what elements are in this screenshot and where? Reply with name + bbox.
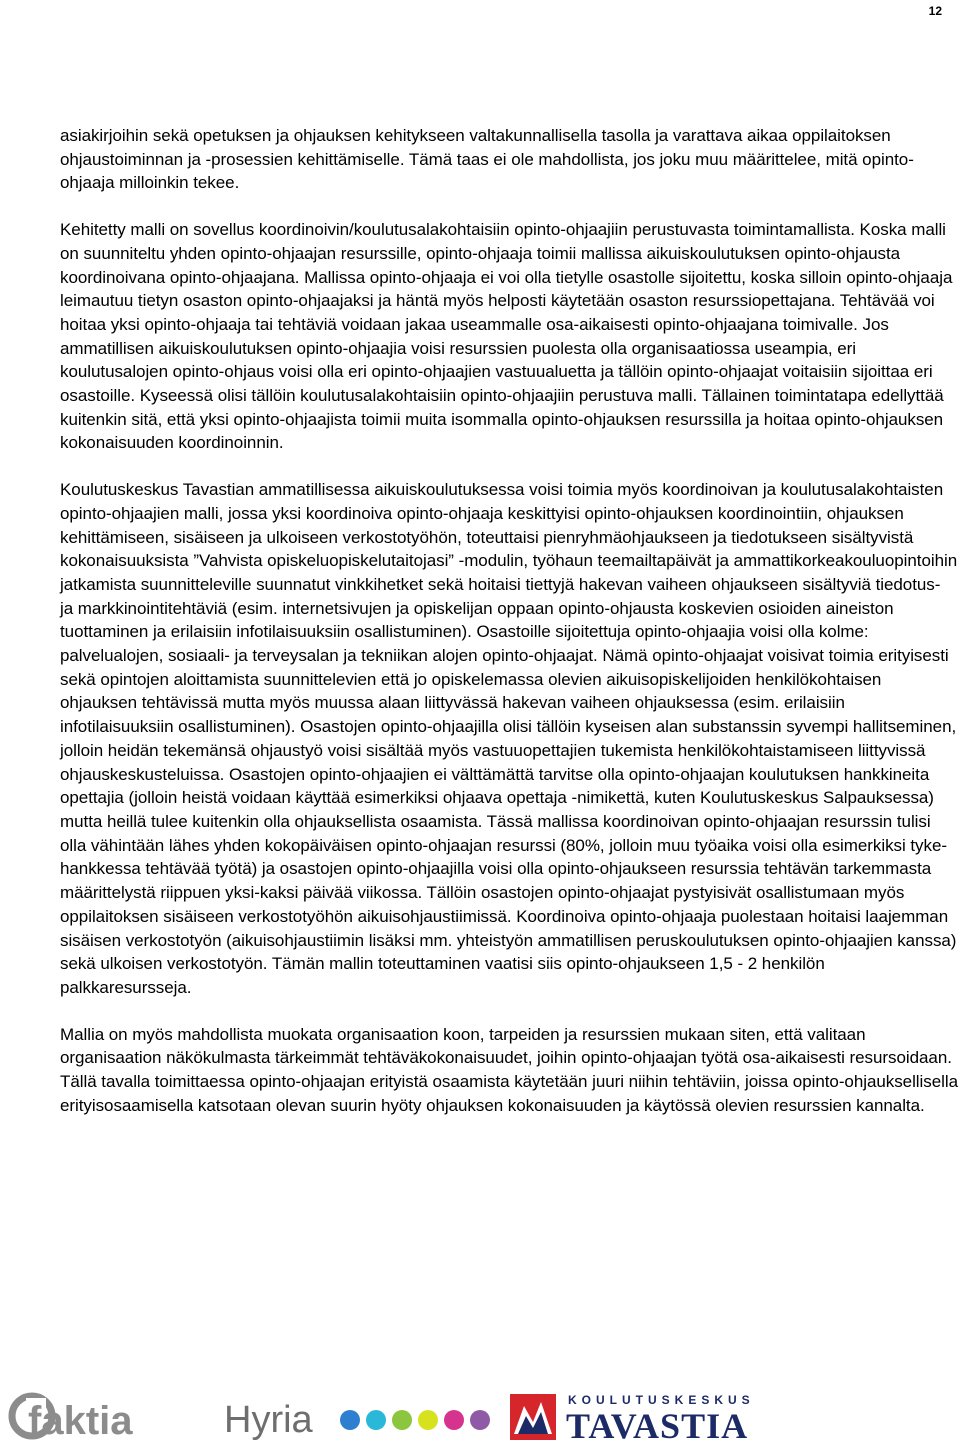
hyria-dot-purple <box>470 1410 490 1430</box>
paragraph-3: Koulutuskeskus Tavastian ammatillisessa aikuiskoulutuksessa voisi toimia myös koordinoivan ja koulutusalakohtaisten opinto-ohjaajien malli, jossa yksi koordinoiva opinto-ohjaaja keskittyisi opinto-ohjauksen koordinointiin, ohjauksen kehittämiseen, sisäiseen ja ulkoiseen verkostotyöhön, toteuttaisi pienryhmäohjaukseen ja tiedotukseen sisältyvistä kokonaisuuksista ”Vahvista opiskeluopiskelutaitojasi” -modulin, työhaun teemailtapäivät ja ammattikorkeakouluopintoihin jatkamista suunnitteleville suunnatut vinkkihetket sekä hoitaisi tiettyjä hakevan vaiheen ohjaukseen sisältyviä tiedotus- ja markkinointitehtäviä (esim. internetsivujen ja opiskelijan oppaan opinto-ohjausta koskevien osioiden aineiston tuottaminen ja erilaisiin infotilaisuuksiin osallistuminen). Osastoille sijoitettuja opinto-ohjaajia voisi olla kolme: palvelualojen, sosiaali- ja terveysalan ja tekniikan alojen opinto-ohjaajat. Nämä opinto-ohjaajat voisivat toimia erityisesti sekä opintojen aloittamista suunnittelevien että jo opiskelemassa olevien aikuisopiskelijoiden henkilökohtaisen ohjauksen tehtävissä mutta myös muussa alaan liittyvässä hakevan vaiheen ohjauksessa (esim. erilaisiin infotilaisuuksiin osallistuminen). Osastojen opinto-ohjaajilla olisi tällöin kyseisen alan substanssin syvempi hallitseminen, jolloin heidän tekemänsä ohjaustyö voisi sisältää myös vastuuopettajien tukemista henkilökohtaistamiseen liittyvissä ohjauskeskusteluissa. Osastojen opinto-ohjaajien ei välttämättä tarvitse olla opinto-ohjaajan koulutuksen hankkineita opettajia (jolloin heistä voidaan käyttää esimerkiksi ohjaava opettaja -nimikettä, kuten Koulutuskeskus Salpauksessa) mutta heillä tulee kuitenkin olla ohjauksellista osaamista. Tässä mallissa koordinoivan opinto-ohjaajan resurssin tulisi olla vähintään lähes yhden kokopäiväisen opinto-ohjaajan resurssi (80%, jolloin muu työaika voisi olla esimerkiksi tyke-hankkessa tehtävää työtä) ja osastojen opinto-ohjaajilla voisi olla opinto-ohjaukseen resurssia tehtävän tarkemmasta määrittelystä riippuen yksi-kaksi päivää viikossa. Tällöin osastojen opinto-ohjaajat pystyisivät osallistumaan myös oppilaitoksen sisäiseen verkostotyöhön aikuisohjaustiimissä. Koordinoiva opinto-ohjaaja puolestaan hoitaisi laajemman sisäisen verkostotyön (aikuisohjaustiimin lisäksi mm. yhteistyön ammatillisen peruskoulutuksen opinto-ohjaajien kanssa) sekä ulkoisen verkostotyön. Tämän mallin toteuttaminen vaatisi siis opinto-ohjaukseen 1,5 - 2 henkilön palkkaresursseja. <box>60 480 958 997</box>
hyria-logo-text: Hyria <box>224 1399 313 1441</box>
page-number: 12 <box>928 4 942 18</box>
faktia-logo-text: faktia <box>28 1399 133 1442</box>
tavastia-logo-subtitle: KOULUTUSKESKUS <box>568 1393 755 1407</box>
document-body <box>60 124 958 1140</box>
hyria-dot-yellow <box>418 1410 438 1430</box>
paragraph-2: Kehitetty malli on sovellus koordinoivin/koulutusalakohtaisiin opinto-ohjaajiin perustuvasta toimintamallista. Koska malli on suunniteltu yhden opinto-ohjaajan resurssille, opinto-ohjaaja toimii mallissa aikuiskoulutuksen opinto-ohjausta koordinoivana opinto-ohjaajana. Mallissa opinto-ohjaaja ei voi olla tietylle osastolle sijoitettu, koska silloin opinto-ohjaaja leimautuu tietyn osaston opinto-ohjaajaksi ja häntä myös helposti käytetään osaston resurssiopettajana. Tehtävää voi hoitaa yksi opinto-ohjaaja tai tehtäviä voidaan jakaa useammalle osa-aikaisesti opinto-ohjaajana toimivalle. Jos ammatillisen aikuiskoulutuksen opinto-ohjaajia voisi resurssien puolesta olla organisaatiossa useampia, eri koulutusalojen opinto-ohjaus voisi olla eri opinto-ohjaajien vastuualuetta ja tällöin opinto-ohjaajat voitaisiin sijoittaa eri osastoille. Kyseessä olisi tällöin koulutusalakohtaisiin opinto-ohjaajiin perustuva malli. Tällainen toimintatapa edellyttää kuitenkin sitä, että yksi opinto-ohjaajista toimii muita isommalla opinto-ohjauksen resurssilla ja hoitaa opinto-ohjauksen kokonaisuuden koordinoinnin. <box>60 220 953 453</box>
paragraph-1: asiakirjoihin sekä opetuksen ja ohjauksen kehitykseen valtakunnallisella tasolla ja varattava aikaa oppilaitoksen ohjaustoiminnan ja -prosessien kehittämiselle. Tämä taas ei ole mahdollista, jos joku muu määrittelee, mitä opinto-ohjaaja milloinkin tekee. <box>60 126 914 193</box>
hyria-dot-magenta <box>444 1410 464 1430</box>
hyria-dot-blue <box>340 1410 360 1430</box>
paragraph-4: Mallia on myös mahdollista muokata organisaation koon, tarpeiden ja resurssien mukaan siten, että valitaan organisaation näkökulmasta tärkeimmät tehtäväkokonaisuudet, joihin opinto-ohjaajan työtä osa-aikaisesti resursoidaan. Tällä tavalla toimittaessa opinto-ohjaajan erityistä osaamista käytetään juuri niihin tehtäviin, joissa opinto-ohjauksellisella erityisosaamisella katsotaan olevan suurin hyöty ohjauksen kokonaisuuden ja käytössä olevien resurssien kannalta. <box>60 1024 958 1115</box>
tavastia-logo-title: TAVASTIA <box>566 1406 749 1444</box>
footer-logos <box>0 1380 960 1444</box>
hyria-logo <box>222 1394 512 1442</box>
hyria-dot-cyan <box>366 1410 386 1430</box>
hyria-dot-green <box>392 1410 412 1430</box>
tavastia-logo <box>508 1388 788 1444</box>
faktia-logo <box>6 1386 206 1442</box>
